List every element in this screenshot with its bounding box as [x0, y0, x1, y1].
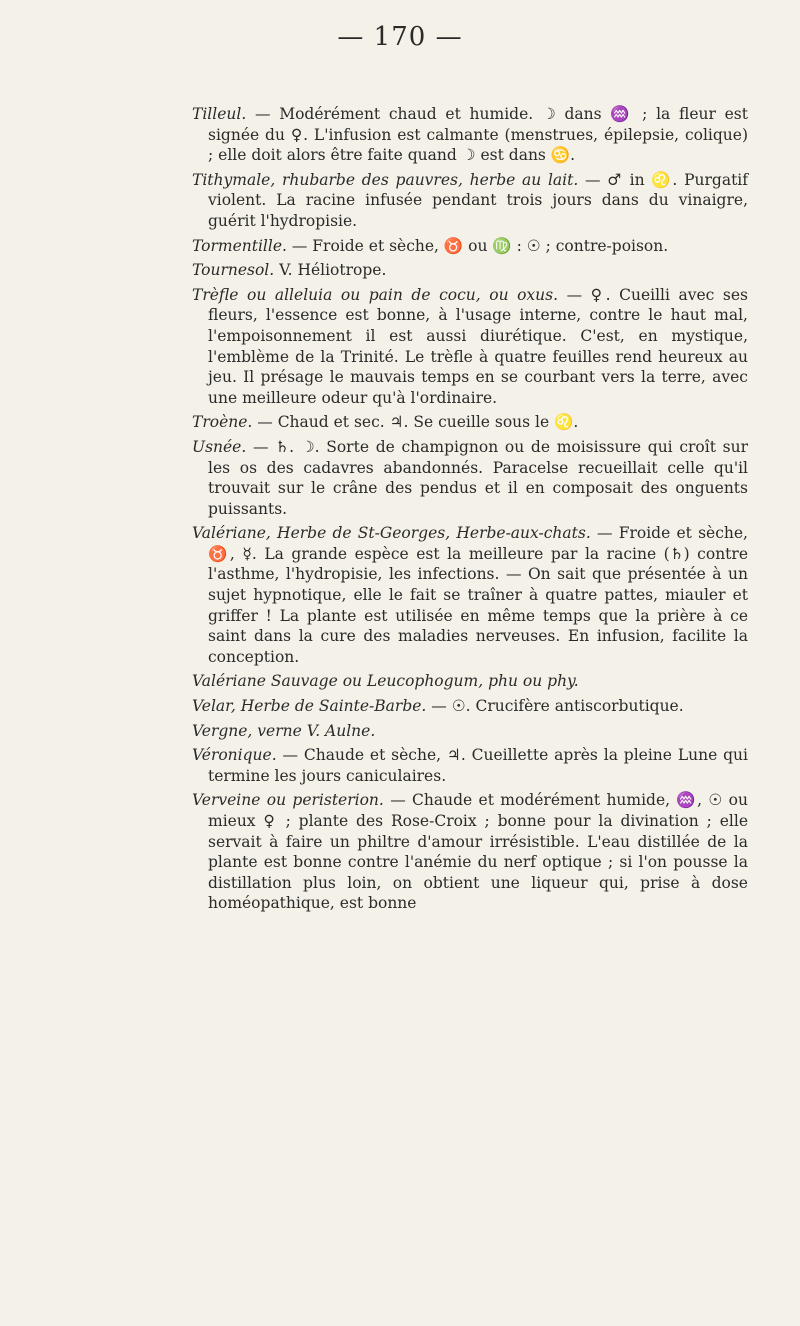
entry-verveine [192, 790, 748, 914]
entry-text: — Froide et sèche, ♉ ou ♍ : ☉ ; contre-poison. [286, 236, 669, 255]
herbal-entries [192, 104, 748, 914]
entry-term: Trèfle ou alleluia ou pain de cocu, ou oxus. [192, 285, 559, 304]
entry-term: Valériane Sauvage ou Leucophogum, phu ou phy. [192, 672, 579, 691]
entry-term: Velar, Herbe de Sainte-Barbe. [192, 697, 427, 716]
entry-term: Tormentille. [192, 236, 287, 255]
entry-veronique [192, 745, 748, 786]
entry-term: Tithymale, rhubarbe des pauvres, herbe au lait. [192, 170, 579, 189]
entry-text: V. Héliotrope. [274, 261, 387, 280]
page-number: — 170 — [337, 22, 463, 52]
entry-valeriane [192, 523, 748, 667]
entry-text: — ☉. Crucifère antiscorbutique. [426, 697, 684, 716]
entry-term: Troène. [192, 413, 253, 432]
entry-tormentille [192, 236, 748, 257]
entry-term: Tournesol. [192, 261, 275, 280]
entry-term: Usnée. [192, 437, 247, 456]
entry-velar [192, 696, 748, 717]
entry-term: Valériane, Herbe de St-Georges, Herbe-aux-chats. [192, 524, 591, 543]
entry-vergne [192, 721, 748, 742]
entry-troene [192, 412, 748, 433]
entry-term: Verveine ou peristerion. [192, 791, 384, 810]
entry-text: — Chaude et modérément humide, ♒, ☉ ou mieux ♀ ; plante des Rose-Croix ; bonne pour la divination ; elle servait à faire un philtre d'amour irrésistible. L'eau distillée de la plante est bonne contre l'anémie du nerf optique ; si l'on pousse la distillation plus loin, on obtient une liqueur qui, prise à dose homéopathique, est bonne [208, 791, 748, 913]
entry-usnee [192, 437, 748, 519]
entry-tithymale [192, 170, 748, 232]
entry-term: Tilleul. [192, 105, 247, 123]
entry-text: — Modérément chaud et humide. ☽ dans ♒ ; la fleur est signée du ♀. L'infusion est calmante (menstrues, épilepsie, colique) ; elle doit alors être faite quand ☽ est dans ♋. [208, 105, 748, 165]
entry-text: — Froide et sèche, ♉, ☿. La grande espèce est la meilleure par la racine (♄) contre l'asthme, l'hydropisie, les infections. — On sait que présentée à un sujet hypnotique, elle le fait se traîner à quatre pattes, miauler et griffer ! La plante est utilisée en même temps que la prière à ce saint dans la cure des maladies nerveuses. En infusion, facilite la conception. [208, 524, 748, 666]
entry-text: — ♀. Cueilli avec ses fleurs, l'essence est bonne, à l'usage interne, contre le haut mal, l'empoisonnement il est aussi diurétique. C'est, en mystique, l'emblème de la Trinité. Le trèfle à quatre feuilles rend heureux au jeu. Il présage le mauvais temps en se courbant vers la terre, avec une meilleure odeur qu'à l'ordinaire. [208, 285, 748, 407]
entry-text: — Chaude et sèche, ♃. Cueillette après la pleine Lune qui termine les jours caniculaires. [208, 746, 748, 785]
entry-valeriane-sauvage [192, 671, 748, 692]
entry-tilleul [192, 104, 748, 166]
entry-term: Vergne, verne V. Aulne. [192, 721, 376, 740]
entry-text: — Chaud et sec. ♃. Se cueille sous le ♌. [252, 413, 579, 432]
entry-text: — ♄. ☽. Sorte de champignon ou de moisissure qui croît sur les os des cadavres abandonnés. Paracelse recueillait celle qu'il trouvait sur le crâne des pendus et il en composait des onguents puissants. [208, 437, 748, 518]
entry-term: Véronique. [192, 746, 277, 765]
entry-text: — ♂ in ♌. Purgatif violent. La racine infusée pendant trois jours dans du vinaigre, guérit l'hydropisie. [208, 170, 748, 230]
entry-trefle [192, 285, 748, 409]
entry-tournesol [192, 260, 748, 281]
